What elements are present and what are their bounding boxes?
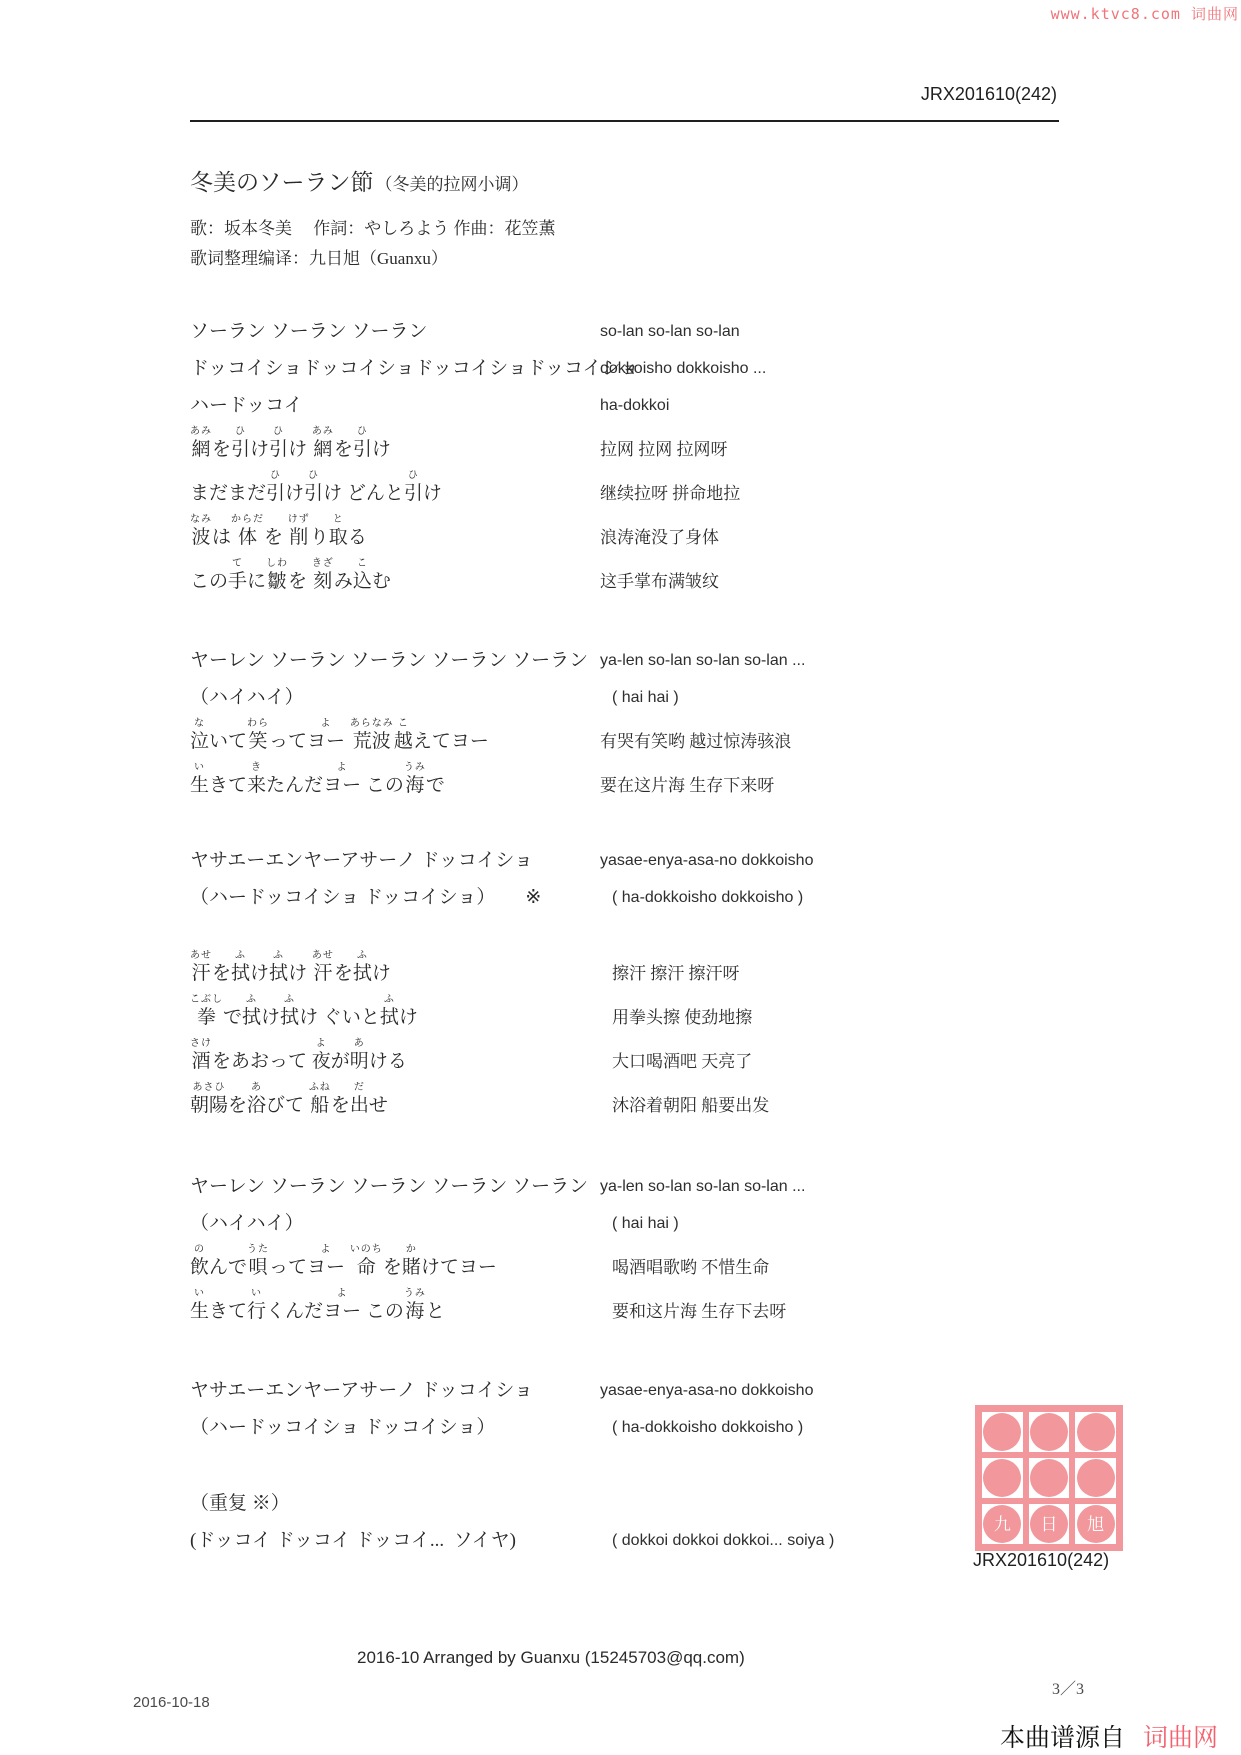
lyric-japanese: あせ 汗 を ふ 拭 け ふ 拭 け あせ 汗 を ふ 拭 け [190, 950, 391, 984]
lyric-japanese: こぶし 拳 で ふ 拭 け ふ 拭 け ぐいと ふ 拭 け [190, 994, 418, 1028]
lyric-line [190, 710, 1070, 754]
lyric-japanese: い 生 きて い 行 くんだ よ ヨー この うみ 海 と [190, 1288, 445, 1322]
lyric-line [190, 942, 1070, 986]
lyric-translation: 擦汗 擦汗 擦汗呀 [612, 964, 740, 983]
source-attribution [1000, 1718, 1218, 1754]
lyric-line [190, 1074, 1070, 1118]
lyric-japanese: い 生 きて き 来 たんだ よ ヨー この うみ 海 で [190, 762, 445, 796]
furigana-segment: ふね 船 [308, 1082, 331, 1116]
lyric-translation: dokkoisho dokkoisho ... [600, 360, 767, 377]
stamp-document-id: JRX201610(242) [973, 1550, 1110, 1570]
furigana-segment: こ 越 [393, 718, 413, 752]
lyric-translation: ya-len so-lan so-lan so-lan ... [600, 652, 806, 669]
furigana-segment: ひ 引 [231, 426, 251, 460]
lyric-line [190, 754, 1070, 798]
lyric-section [190, 942, 1070, 1118]
furigana-segment: あみ 網 [311, 426, 334, 460]
lyric-section [190, 1366, 1070, 1440]
lyric-translation: 大口喝酒吧 天亮了 [612, 1052, 753, 1071]
furigana-segment: ひ 引 [403, 470, 423, 504]
lyric-japanese: な 泣 いて わら 笑 って よ ヨー あらなみ 荒波 こ 越 えてヨー [190, 718, 489, 752]
lyric-translation: 要和这片海 生存下去呀 [612, 1302, 787, 1321]
lyric-translation: 这手掌布满皱纹 [600, 572, 719, 591]
page-number: 3／3 [1052, 1681, 1085, 1698]
lyric-japanese: ヤサエーエンヤーアサーノ ドッコイショ [190, 850, 533, 871]
furigana-segment: よ ヨー [307, 1244, 346, 1278]
lyric-line [190, 1236, 1070, 1280]
lyric-japanese: （ハードッコイショ ドッコイショ） ※ [190, 887, 542, 908]
lyric-japanese: この て 手 に しわ 皺 を きざ 刻 み こ 込 む [190, 558, 391, 592]
lyric-line [190, 836, 1070, 873]
lyric-translation: 继续拉呀 拼命地拉 [600, 484, 741, 503]
lyric-translation: ( ha-dokkoisho dokkoisho ) [612, 1419, 804, 1436]
lyric-section [190, 307, 1070, 594]
furigana-segment: よ 夜 [311, 1038, 331, 1072]
lyric-japanese: ヤーレン ソーラン ソーラン ソーラン ソーラン [190, 650, 589, 671]
stamp-disc [1077, 1413, 1115, 1451]
lyric-translation: yasae-enya-asa-no dokkoisho [600, 1382, 814, 1399]
lyric-line [190, 1403, 1070, 1440]
repeat-marker: ※ [525, 887, 542, 908]
lyric-translation: ya-len so-lan so-lan so-lan ... [600, 1178, 806, 1195]
lyric-japanese: なみ 波 は からだ 体 を けず 削 り と 取 る [190, 514, 367, 548]
lyric-japanese: （ハードッコイショ ドッコイショ） [190, 1417, 496, 1438]
furigana-segment: よ ヨー [323, 762, 362, 796]
lyric-line [190, 381, 1070, 418]
stamp-cell [1072, 1501, 1119, 1547]
lyric-translation: ( hai hai ) [612, 689, 679, 706]
credits-block [190, 210, 1070, 270]
furigana-segment: からだ 体 [231, 514, 265, 548]
lyric-translation: ( dokkoi dokkoi dokkoi... soiya ) [612, 1532, 835, 1549]
furigana-segment: よ ヨー [323, 1288, 362, 1322]
lyric-japanese: の 飲 んで うた 唄 って よ ヨー いのち 命 を か 賭 けてヨー [190, 1244, 497, 1278]
lyric-line [190, 462, 1070, 506]
furigana-segment: こ 込 [352, 558, 372, 592]
lyric-translation: 要在这片海 生存下来呀 [600, 776, 775, 795]
furigana-segment: けず 削 [287, 514, 310, 548]
stamp-cell [979, 1501, 1026, 1547]
lyric-translation: ha-dokkoi [600, 397, 670, 414]
arranged-by-note: 2016-10 Arranged by Guanxu (15245703@qq.com) [357, 1648, 745, 1667]
furigana-segment: きざ 刻 [311, 558, 334, 592]
lyric-translation: ( ha-dokkoisho dokkoisho ) [612, 889, 804, 906]
lyric-line [190, 1479, 1070, 1516]
lyric-japanese: （ハイハイ） [190, 1213, 304, 1234]
furigana-segment: ひ 引 [269, 426, 289, 460]
lyric-line [190, 986, 1070, 1030]
furigana-segment: うみ 海 [403, 762, 426, 796]
lyric-section [190, 1162, 1070, 1324]
stamp-cell [1026, 1409, 1073, 1455]
lyric-translation: 有哭有笑哟 越过惊涛骇浪 [600, 732, 792, 751]
lyric-translation: 喝酒唱歌哟 不惜生命 [612, 1258, 770, 1277]
lyric-japanese: ソーラン ソーラン ソーラン [190, 321, 428, 342]
furigana-segment: うた 唄 [247, 1244, 270, 1278]
lyric-line [190, 550, 1070, 594]
furigana-segment: あらなみ 荒波 [349, 718, 394, 752]
lyric-translation: so-lan so-lan so-lan [600, 323, 740, 340]
furigana-segment: なみ 波 [190, 514, 212, 548]
lyric-translation: 沐浴着朝阳 船要出发 [612, 1096, 770, 1115]
lyric-japanese: ハードッコイ [190, 395, 303, 416]
lyric-japanese: まだまだ ひ 引 け ひ 引 け どんと ひ 引 け [190, 470, 442, 504]
stamp-cell [1072, 1455, 1119, 1501]
stamp-disc [1077, 1459, 1115, 1497]
lyric-line [190, 673, 1070, 710]
stamp-cell [1026, 1455, 1073, 1501]
lyric-translation: yasae-enya-asa-no dokkoisho [600, 852, 814, 869]
lyric-line [190, 873, 1070, 910]
furigana-segment: だ 出 [349, 1082, 369, 1116]
furigana-segment: あ 明 [349, 1038, 369, 1072]
furigana-segment: ふ 拭 [379, 994, 399, 1028]
furigana-segment: ふ 拭 [269, 950, 289, 984]
lyric-section [190, 836, 1070, 910]
furigana-segment: いのち 命 [349, 1244, 383, 1278]
source-site-link[interactable]: 词曲网 [1142, 1725, 1218, 1752]
lyric-japanese: さけ 酒 をあおって よ 夜 が あ 明 ける [190, 1038, 407, 1072]
stamp-disc: 日 [1030, 1505, 1068, 1543]
lyric-japanese: (ドッコイ ドッコイ ドッコイ... ソイヤ) [190, 1530, 516, 1551]
stamp-disc: 旭 [1077, 1505, 1115, 1543]
header-divider [190, 120, 1059, 122]
furigana-segment: ひ 引 [352, 426, 372, 460]
furigana-segment: ふ 拭 [231, 950, 251, 984]
furigana-segment: か 賭 [401, 1244, 421, 1278]
furigana-segment: よ ヨー [307, 718, 346, 752]
lyric-line [190, 1162, 1070, 1199]
stamp-disc [1030, 1413, 1068, 1451]
stamp-disc [983, 1413, 1021, 1451]
document-id-header: JRX201610(242) [920, 84, 1057, 104]
stamp-disc: 九 [983, 1505, 1021, 1543]
lyric-translation: 拉网 拉网 拉网呀 [600, 440, 728, 459]
furigana-segment: あせ 汗 [311, 950, 334, 984]
lyric-line [190, 1199, 1070, 1236]
lyric-section [190, 1479, 1070, 1553]
lyric-section [190, 636, 1070, 798]
furigana-segment: ふ 拭 [242, 994, 262, 1028]
lyric-japanese: あみ 網 を ひ 引 け ひ 引 け あみ 網 を ひ 引 け [190, 426, 391, 460]
lyric-line [190, 344, 1070, 381]
site-watermark-link[interactable]: www.ktvc8.com 词曲网 [1050, 5, 1239, 23]
furigana-segment: と 取 [328, 514, 348, 548]
lyric-japanese: ヤーレン ソーラン ソーラン ソーラン ソーラン [190, 1176, 589, 1197]
song-title-translation: （冬美的拉网小调） [375, 175, 529, 194]
lyric-line [190, 1516, 1070, 1553]
furigana-segment: な 泣 [190, 718, 210, 752]
furigana-segment: ふ 拭 [352, 950, 372, 984]
furigana-segment: さけ 酒 [190, 1038, 212, 1072]
credits-arranger: 歌词整理编译：九日旭（Guanxu） [190, 249, 448, 268]
lyric-line [190, 418, 1070, 462]
stamp-cell [1072, 1409, 1119, 1455]
furigana-segment: ひ 引 [304, 470, 324, 504]
lyric-translation: ( hai hai ) [612, 1215, 679, 1232]
furigana-segment: き 来 [247, 762, 267, 796]
lyric-line [190, 307, 1070, 344]
lyric-line [190, 1280, 1070, 1324]
furigana-segment: い 行 [247, 1288, 267, 1322]
furigana-segment: こぶし 拳 [190, 994, 223, 1028]
stamp-disc [1030, 1459, 1068, 1497]
arranger-seal-stamp [975, 1405, 1123, 1551]
stamp-cell [979, 1455, 1026, 1501]
sheet-content [190, 152, 1070, 1553]
stamp-cell [1026, 1501, 1073, 1547]
furigana-segment: ふ 拭 [280, 994, 300, 1028]
furigana-segment: あさひ 朝陽 [190, 1082, 229, 1116]
furigana-segment: わら 笑 [247, 718, 270, 752]
furigana-segment: あ 浴 [247, 1082, 267, 1116]
lyric-line [190, 1366, 1070, 1403]
lyric-japanese: ドッコイショドッコイショドッコイショドッコイショ [190, 358, 640, 379]
furigana-segment: の 飲 [190, 1244, 210, 1278]
source-attribution-text: 本曲谱源自 [999, 1725, 1125, 1752]
furigana-segment: あせ 汗 [190, 950, 212, 984]
lyric-japanese: （ハイハイ） [190, 687, 304, 708]
lyric-line [190, 636, 1070, 673]
lyric-japanese: （重复 ※） [190, 1493, 290, 1514]
lyric-japanese: ヤサエーエンヤーアサーノ ドッコイショ [190, 1380, 533, 1401]
furigana-segment: ひ 引 [266, 470, 286, 504]
footer-date: 2016-10-18 [133, 1694, 210, 1711]
lyric-translation: 浪涛淹没了身体 [600, 528, 719, 547]
song-title-row [190, 152, 1070, 196]
song-title: 冬美のソーラン節 [190, 170, 374, 195]
lyrics [190, 307, 1070, 1553]
stamp-cell [979, 1409, 1026, 1455]
credits-artists: 歌：坂本冬美 作詞：やしろよう 作曲：花笠薫 [190, 219, 556, 238]
furigana-segment: うみ 海 [403, 1288, 426, 1322]
lyric-translation: 用拳头擦 使劲地擦 [612, 1008, 753, 1027]
lyric-line [190, 506, 1070, 550]
furigana-segment: い 生 [190, 1288, 210, 1322]
stamp-disc [983, 1459, 1021, 1497]
furigana-segment: い 生 [190, 762, 210, 796]
furigana-segment: あみ 網 [190, 426, 212, 460]
lyric-japanese: あさひ 朝陽 を あ 浴 びて ふね 船 を だ 出 せ [190, 1082, 388, 1116]
furigana-segment: しわ 皺 [266, 558, 289, 592]
lyric-line [190, 1030, 1070, 1074]
furigana-segment: て 手 [228, 558, 248, 592]
